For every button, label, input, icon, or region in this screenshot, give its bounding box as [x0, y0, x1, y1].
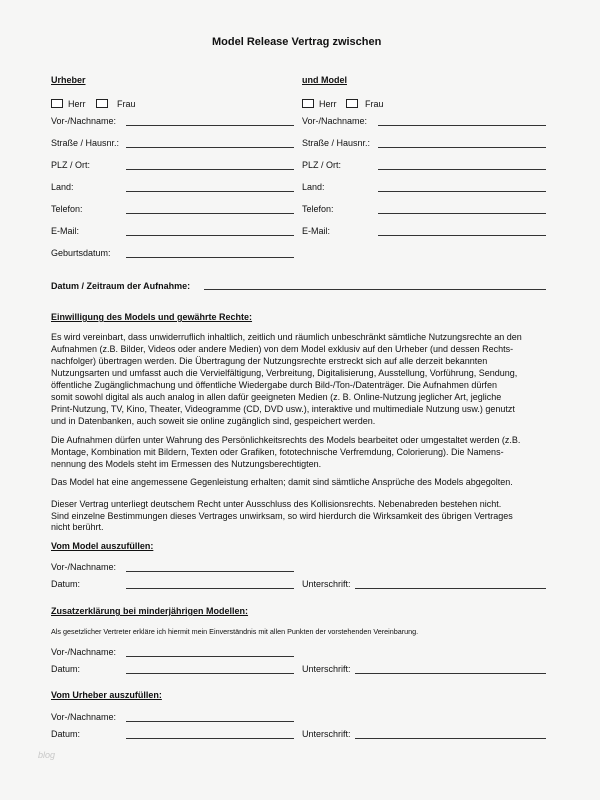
urheber-zip-field[interactable] [126, 169, 294, 170]
consent-heading: Einwilligung des Models und gewährte Rechte: [51, 312, 253, 322]
urheber-phone-label: Telefon: [51, 204, 83, 214]
model-section-date-label: Datum: [51, 579, 81, 589]
model-country-field[interactable] [378, 191, 546, 192]
author-section-heading: Vom Urheber auszufüllen: [51, 690, 162, 700]
checkbox-frau-model[interactable] [346, 99, 358, 108]
label-frau-model: Frau [365, 99, 384, 109]
checkbox-herr-urheber[interactable] [51, 99, 63, 108]
para1-line: Print-Nutzung, TV, Kino, Theater, Videogramme (CD, DVD usw.), interaktive und multimediale Nutzung usw.) genutzt [51, 404, 515, 414]
author-section-signature-label: Unterschrift: [302, 729, 351, 739]
model-heading: und Model [302, 75, 347, 85]
model-phone-label: Telefon: [302, 204, 334, 214]
author-section-name-label: Vor-/Nachname: [51, 712, 117, 722]
model-phone-field[interactable] [378, 213, 546, 214]
model-section-date-field[interactable] [126, 588, 294, 589]
checkbox-herr-model[interactable] [302, 99, 314, 108]
author-section-date-field[interactable] [126, 738, 294, 739]
shooting-date-field[interactable] [204, 289, 546, 290]
para1-line: nachfolger) übertragen werden. Die Übertragung der Nutzungsrechte erstreckt sich auf alle derzeit bekannten [51, 356, 488, 366]
para1-line: Nutzungsarten und umfasst auch die Vervielfältigung, Verbreitung, Digitalisierung, Ausstellung, Vorführung, Sendung, [51, 368, 518, 378]
urheber-street-label: Straße / Hausnr.: [51, 138, 120, 148]
minor-section-note: Als gesetzlicher Vertreter erkläre ich hiermit mein Einverständnis mit allen Punkten der vorstehenden Vereinbarung. [51, 627, 419, 636]
urheber-name-label: Vor-/Nachname: [51, 116, 117, 126]
watermark-logo: blog [38, 750, 56, 760]
minor-section-heading: Zusatzerklärung bei minderjährigen Modellen: [51, 606, 249, 616]
para1-line: Aufnahmen (z.B. Bilder, Videos oder andere Medien) von dem Model exklusiv auf den Urheber (und dessen Rechts- [51, 344, 514, 354]
model-name-label: Vor-/Nachname: [302, 116, 368, 126]
para3-line: Das Model hat eine angemessene Gegenleistung erhalten; damit sind sämtliche Ansprüche des Models abgegolten. [51, 477, 513, 487]
model-street-field[interactable] [378, 147, 546, 148]
label-herr-model: Herr [319, 99, 337, 109]
urheber-heading: Urheber [51, 75, 86, 85]
para2-line: Die Aufnahmen dürfen unter Wahrung des Persönlichkeitsrechts des Models bearbeitet oder umgestaltet werden (z.B. [51, 435, 521, 445]
urheber-email-field[interactable] [126, 235, 294, 236]
para1-line: und in Datenbanken, auch soweit sie online zugänglich sind, gespeichert werden. [51, 416, 376, 426]
model-section-signature-label: Unterschrift: [302, 579, 351, 589]
model-section-name-field[interactable] [126, 571, 294, 572]
author-section-signature-field[interactable] [355, 738, 546, 739]
checkbox-frau-urheber[interactable] [96, 99, 108, 108]
para2-line: Montage, Kombination mit Bildern, Texten oder Grafiken, fototechnische Verfremdung, Colorierung). Die Namens- [51, 447, 504, 457]
minor-section-date-label: Datum: [51, 664, 81, 674]
urheber-zip-label: PLZ / Ort: [51, 160, 91, 170]
model-section-name-label: Vor-/Nachname: [51, 562, 117, 572]
urheber-phone-field[interactable] [126, 213, 294, 214]
urheber-email-label: E-Mail: [51, 226, 80, 236]
shooting-date-label: Datum / Zeitraum der Aufnahme: [51, 281, 191, 291]
model-zip-label: PLZ / Ort: [302, 160, 342, 170]
author-section-date-label: Datum: [51, 729, 81, 739]
model-street-label: Straße / Hausnr.: [302, 138, 371, 148]
model-section-signature-field[interactable] [355, 588, 546, 589]
model-name-field[interactable] [378, 125, 546, 126]
minor-section-signature-label: Unterschrift: [302, 664, 351, 674]
para4-line: Dieser Vertrag unterliegt deutschem Recht unter Ausschluss des Kollisionsrechts. Nebenabreden bestehen nicht. [51, 499, 502, 509]
urheber-street-field[interactable] [126, 147, 294, 148]
para4-line: nicht berührt. [51, 522, 104, 532]
model-email-field[interactable] [378, 235, 546, 236]
para4-line: Sind einzelne Bestimmungen dieses Vertrages unwirksam, so wird hierdurch die Wirksamkeit des übrigen Vertrages [51, 511, 513, 521]
minor-section-signature-field[interactable] [355, 673, 546, 674]
urheber-birthdate-label: Geburtsdatum: [51, 248, 111, 258]
para1-line: öffentliche Zugänglichmachung und öffentliche Wiedergabe durch Bild-/Ton-/Datenträger. Die Aufnahmen dürfen [51, 380, 497, 390]
urheber-country-field[interactable] [126, 191, 294, 192]
page-title: Model Release Vertrag zwischen [212, 36, 382, 48]
author-section-name-field[interactable] [126, 721, 294, 722]
minor-section-name-field[interactable] [126, 656, 294, 657]
model-section-heading: Vom Model auszufüllen: [51, 541, 154, 551]
model-zip-field[interactable] [378, 169, 546, 170]
urheber-country-label: Land: [51, 182, 74, 192]
para1-line: Es wird vereinbart, dass unwiderruflich inhaltlich, zeitlich und räumlich unbeschränkt sämtliche Nutzungsrechte an den [51, 332, 522, 342]
minor-section-date-field[interactable] [126, 673, 294, 674]
para1-line: somit sowohl digital als auch analog in allen dafür geeigneten Medien (z. B. Online-Nutzung jeglicher Art, jegliche [51, 392, 502, 402]
model-country-label: Land: [302, 182, 325, 192]
model-email-label: E-Mail: [302, 226, 331, 236]
urheber-birthdate-field[interactable] [126, 257, 294, 258]
label-frau-urheber: Frau [117, 99, 136, 109]
minor-section-name-label: Vor-/Nachname: [51, 647, 117, 657]
label-herr-urheber: Herr [68, 99, 86, 109]
urheber-name-field[interactable] [126, 125, 294, 126]
para2-line: nennung des Models steht im Ermessen des Nutzungsberechtigten. [51, 459, 322, 469]
